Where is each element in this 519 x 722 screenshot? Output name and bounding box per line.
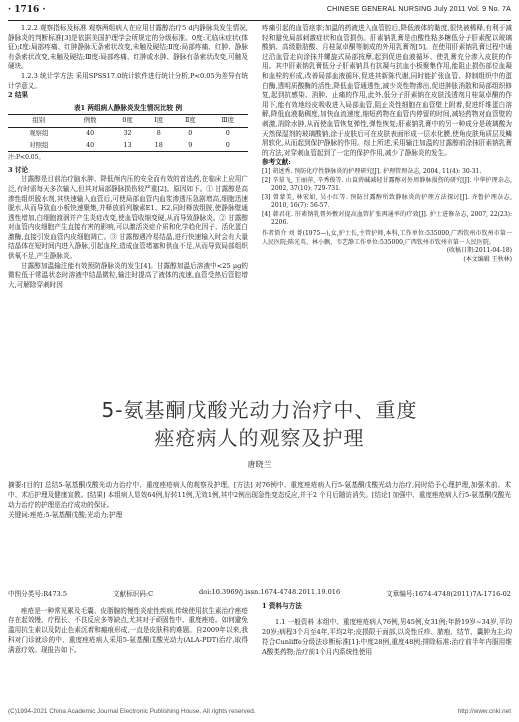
running-header xyxy=(8,4,511,21)
page-number: · 1716 · xyxy=(8,5,46,15)
table-header: Ⅱ度 xyxy=(173,115,208,128)
reference-item: [2] 辛慕飞, 王丽萍, 辛秀俊等. 山莨菪碱减轻甘露醇对外周静脉损伤的研究[J]. 中华护理杂志, 2002, 37(10): 729-731. xyxy=(262,176,512,193)
methods-paragraph: 1.1 一般资料 本组中、重度痤疮病人76例,男45例,女31例;年龄19岁~34岁,平均20岁;病程3个月至4年,平均2年;皮损限于面部,以炎性丘疹、脓疱、结节、囊肿为主;均符合Cunliffe分级法诊断标准[1]:中度28例,重度48例;排除标准:治疗前半年内服用维A酸类药物;治疗前1个月内系统性使用 xyxy=(262,618,512,656)
article-title-line-1: 5-氨基酮戊酸光动力治疗中、重度 xyxy=(101,398,418,422)
paragraph-1-2-3: 1.2.3 统计学方法 采用SPSS17.0统计软件进行统计分析,P<0.05为差异有统计学意义。 xyxy=(8,71,248,90)
heading-results: 2 结果 xyxy=(8,91,29,100)
discussion-paragraph-2: 甘露醇加温输注能有效预防静脉炎的发生[4]。甘露醇加温后溶液中<25 μg的微粒低于常温状态时溶液中结晶微粒,输注时提高了液体的流速,血管受热后管腔增大,可解除穿刺时因 xyxy=(8,261,248,289)
heading-methods: 1 资料与方法 xyxy=(262,602,302,610)
table-cell: 0 xyxy=(188,128,193,137)
journal-info: CHINESE GENERAL NURSING July 2011 Vol. 9 No. 7A xyxy=(326,6,511,13)
table-title: 表1 两组病人静脉炎发生情况比较 例 xyxy=(73,103,183,112)
heading-discussion: 3 讨论 xyxy=(8,165,29,174)
article-body-right xyxy=(262,600,512,664)
table-cell: 0 xyxy=(225,128,230,137)
reference-item: [1] 胡述秀. 预防化疗性静脉炎的护理研究[J]. 护理管理杂志, 2004, 11(4): 30-31. xyxy=(262,167,482,175)
paragraph-1-2-2: 1.2.2 观察指标及标准 观察两组病人在应用甘露醇治疗5 d内静脉炎发生情况,静脉炎的判断标准[3]是依据美国护理学会所规定的分级标准。0度:无临床症状(体征);Ⅰ度:局部疼痛、红肿静脉无条索状改变,未触及硬结;Ⅱ度:局部疼痛、红肿、静脉有条索状改变,未触及硬结;Ⅲ度:局部疼痛、红肿或水肿、静脉有条索状改变,可触及硬块。 xyxy=(8,24,248,71)
references-heading: 参考文献: xyxy=(262,158,291,167)
clc-number: 中图分类号:R473.5 xyxy=(8,590,68,598)
table-header: 例数 xyxy=(70,115,111,128)
table-header: Ⅰ度 xyxy=(144,115,173,128)
table-cell: 观察组 xyxy=(29,128,49,137)
table-cell: 0 xyxy=(208,140,248,152)
table-cell: 13 xyxy=(111,140,145,152)
table-note: 注:P<0.05。 xyxy=(8,154,45,162)
cnki-link[interactable]: http://www.cnki.net xyxy=(457,708,511,715)
article-title xyxy=(0,396,519,452)
article-body-left xyxy=(8,600,248,662)
table-cell: 40 xyxy=(70,140,111,152)
article-meta xyxy=(8,588,511,598)
table-header: 0度 xyxy=(111,115,145,128)
copyright-text: (C)1994-2021 China Academic Journal Electronic Publishing House. All rights reserved. xyxy=(8,708,256,715)
reference-item: [3] 曾蒙美, 林宏如, 吴小红等. 预防甘露醇所致静脉炎的护理方法探讨[J]. 齐鲁护理杂志, 2010, 16(7): 56-57. xyxy=(262,193,512,210)
article-title-line-2: 痤疮病人的观察及护理 xyxy=(154,426,365,450)
document-code: 文献标识码:C xyxy=(112,590,154,598)
table-header: 组别 xyxy=(8,115,70,128)
doi: doi:10.3969/j.issn.1674-4748.2011.19.016 xyxy=(199,588,341,596)
abstract-text: 摘要:[目的] 总结5-氨基酮戊酸光动力治疗中、重度痤疮病人的观察及护理。[方法] 对76例中、重度痤疮病人行5-氨基酮戊酸光动力治疗,同时给予心理护理,加强术前、术中、术后护理及健康宣教。[结果] 本组病人显效64例,好转11例,无效1例,其中2例出现急性变态反应,并于2 个月后随访消失。[结论] 加强中、重度痤疮病人行5-氨基酮戊酸光动力治疗的护理是治疗成功的保证。 xyxy=(8,481,511,509)
table-cell: 40 xyxy=(86,128,95,137)
table-header: Ⅲ度 xyxy=(208,115,248,128)
table-cell: 32 xyxy=(123,128,132,137)
keywords: 关键词:痤疮;5-氨基酮戊酸;光动力;护理 xyxy=(8,511,123,519)
reference-item: [4] 韩君花. 肝素钠乳膏外敷对提高血管扩张再通率的疗效[J]. 护士进修杂志, 2007, 22(23): 2206. xyxy=(262,210,512,227)
discussion-paragraph-3: 疼痛引起的血管痉挛;加温的药液进入血管腔后,降低液体的黏度,很快被稀释,有利于减轻和避免局部刺激症状和血管损伤。肝素钠乳膏是由酸性粘多糖低分子肝素配以玻璃酸钠、高级脂肪酸、月桂氮卓酮等制成的外用乳膏剂[5]。在使用肝素钠乳膏过程中通过沿血管走向涂抹并螺旋式局部按摩,起到促进血液循环、使乳膏充分渗入皮肤的作用。其中肝素钠乳膏低分子肝素钠具有抗凝与抗血小板聚集作用,能阻止损伤部位血凝和血栓的形成,改善局部血液循环,促进其新陈代谢,同时能扩张血管、抑制组织中的蛋白酶,透明质酸酶的活性,降低血管通透性,减少炎性物渗出,促进肿胀消散和局部组织修复,起到抗感染、消肿、止痛的作用,此外,低分子肝素钠在皮肤浅透剂月桂氮卓酮的作用下,能有效地经皮吸收进入局部血管,阻止炎性细胞在血管壁上附着,促进纤维蛋白溶解,降低血液黏稠度,加快血流速度,缩短药物在血管内停留的时间,减轻药物对血管壁的刺激,消除水肿,从而使血管恢复弹性,弹性恢复;肝素钠乳膏中的另一种成分是玻璃酸为天然保湿剂的玻璃酸钠,涂于皮肤后可在皮肤表面形成一层水化膜,使角皮肤角质层及鳞屑软化,从而起到保护静脉的作用。综上所述,采用输注加温的甘露醇前涂抹肝素钠乳膏的方法,对穿刺血管起到了一定的保护作用,减少了静脉炎的发生。 xyxy=(262,24,512,157)
author-note: 作者简介 刘 菁(1975—),女,护士长,主管护师,本科,工作单位:535000,广西钦州市钦州市第一人民医院;陈光英、林小飘、韦艺静工作单位:535000,广西钦州市钦州市第一人民医院。 xyxy=(262,230,512,246)
table-cell: 对照组 xyxy=(8,140,70,152)
table-cell: 9 xyxy=(173,140,208,152)
editor-note: (本文编辑 王秋林) xyxy=(463,255,512,263)
table-cell: 18 xyxy=(144,140,173,152)
received-date: (收稿日期:2011-04-18) xyxy=(446,247,512,255)
intro-paragraph: 痤疮是一种常见累及毛囊、皮脂腺的慢性炎症性疾病,传统使用抗生素治疗痤疮存在起效慢、疗程长、不良反应多等缺点,尤其对于顽固性中、重度痤疮。如何避免滥用抗生素以及防止色素沉着和瘢痕形成,一直是皮肤科的难题。自2009年以来,我科对门诊就诊的中、重度痤疮病人采用5-氨基酮戊酸光动力(ALA-PDT)治疗,取得满意疗效。现报告如下。 xyxy=(8,606,248,654)
copyright-footer xyxy=(8,708,511,715)
right-column xyxy=(262,24,512,264)
article-author: 唐晓兰 xyxy=(247,460,272,469)
table-row xyxy=(8,140,248,152)
discussion-paragraph-1: 甘露醇是目前治疗脑水肿、降低颅内压的安全而有效的首选药,在临床上应用广泛,有时需每天多次输入,但其对局部静脉损伤较严重[2]。原因如下。① 甘露醇是高渗性组织脱水剂,其快速输入血管后,可使局部血管内血浆渗透压急剧增高,细胞迅速脱水,从而导致血小板快速聚集,并释放前列腺素E1、E2,同时释放组胺,使静脉壁通透性增加,白细胞渡润并产生炎症改变,使血管收缩变硬,从而导致静脉炎。② 甘露醇对血管内皮细胞产生直接有害的影响,可以激活炎症介质和化学趋化因子、活化蛋白激酶,直接引发血管内皮细胞凋亡。③ 甘露醇遇冷易结晶,进行快速输入时会有大量结晶体在短时间内进入静脉,引起血栓,造成血管堵塞和供血不足,从而导致局部组织供氧不足,产生静脉炎。 xyxy=(8,175,248,261)
table-cell: 8 xyxy=(156,128,161,137)
abstract-block xyxy=(8,480,511,520)
article-number: 文章编号:1674-4748(2011)7A-1716-02 xyxy=(386,590,511,598)
results-table xyxy=(8,114,248,152)
table-header-row xyxy=(8,115,248,128)
left-column xyxy=(8,24,248,290)
references-list xyxy=(262,168,512,228)
table-row xyxy=(8,127,248,139)
